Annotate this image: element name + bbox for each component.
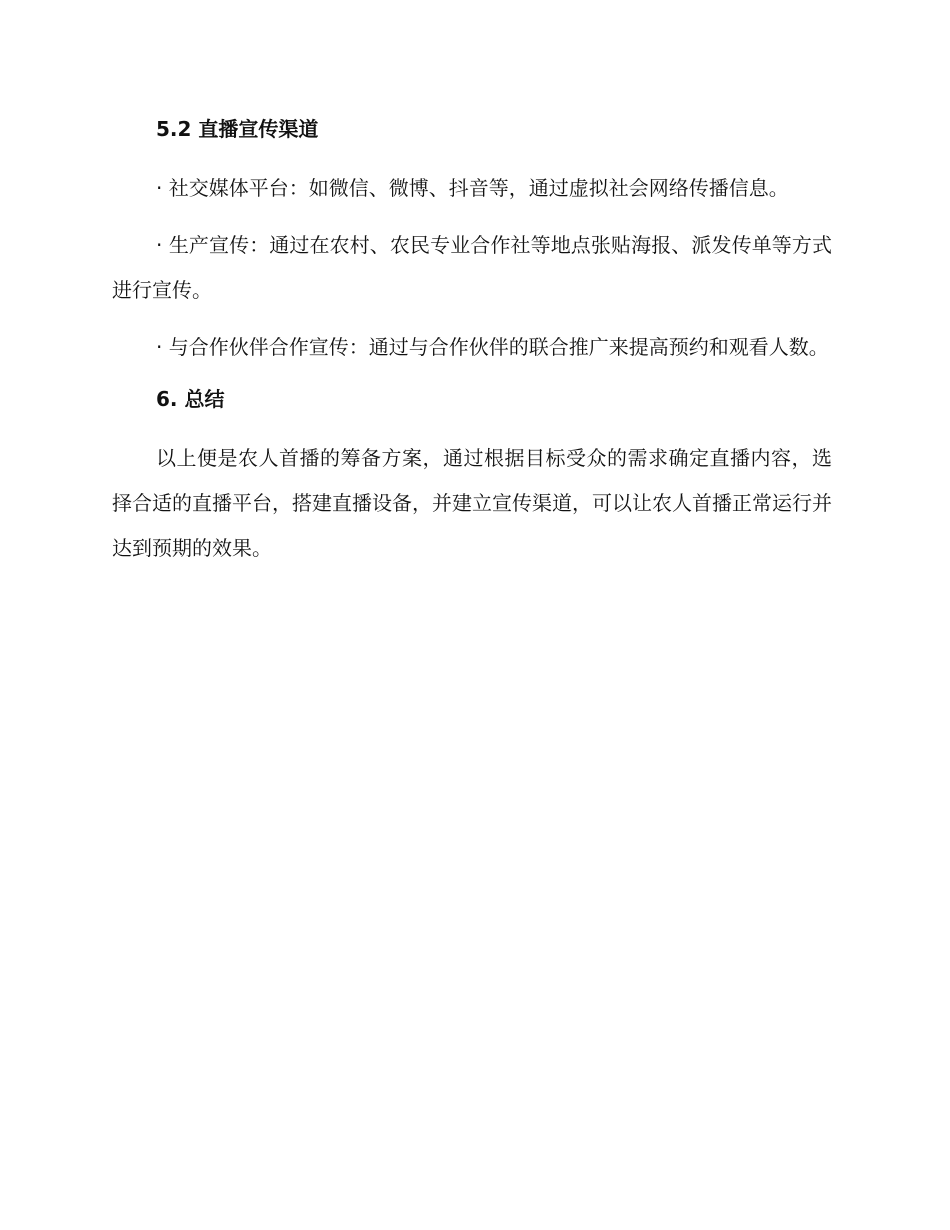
section-heading-summary: 6. 总结 [156,387,225,411]
paragraph-partner-promotion: · 与合作伙伴合作宣传：通过与合作伙伴的联合推广来提高预约和观看人数。 [156,335,829,359]
paragraph-production-promotion: · 生产宣传：通过在农村、农民专业合作社等地点张贴海报、派发传单等方式进行宣传。 [112,233,832,302]
paragraph-social-media: · 社交媒体平台：如微信、微博、抖音等，通过虚拟社会网络传播信息。 [156,176,789,200]
paragraph-summary: 以上便是农人首播的筹备方案，通过根据目标受众的需求确定直播内容，选择合适的直播平台，搭建直播设备，并建立宣传渠道，可以让农人首播正常运行并达到预期的效果。 [112,446,832,560]
section-heading-promotion-channels: 5.2 直播宣传渠道 [156,117,319,141]
document-body [112,110,832,571]
